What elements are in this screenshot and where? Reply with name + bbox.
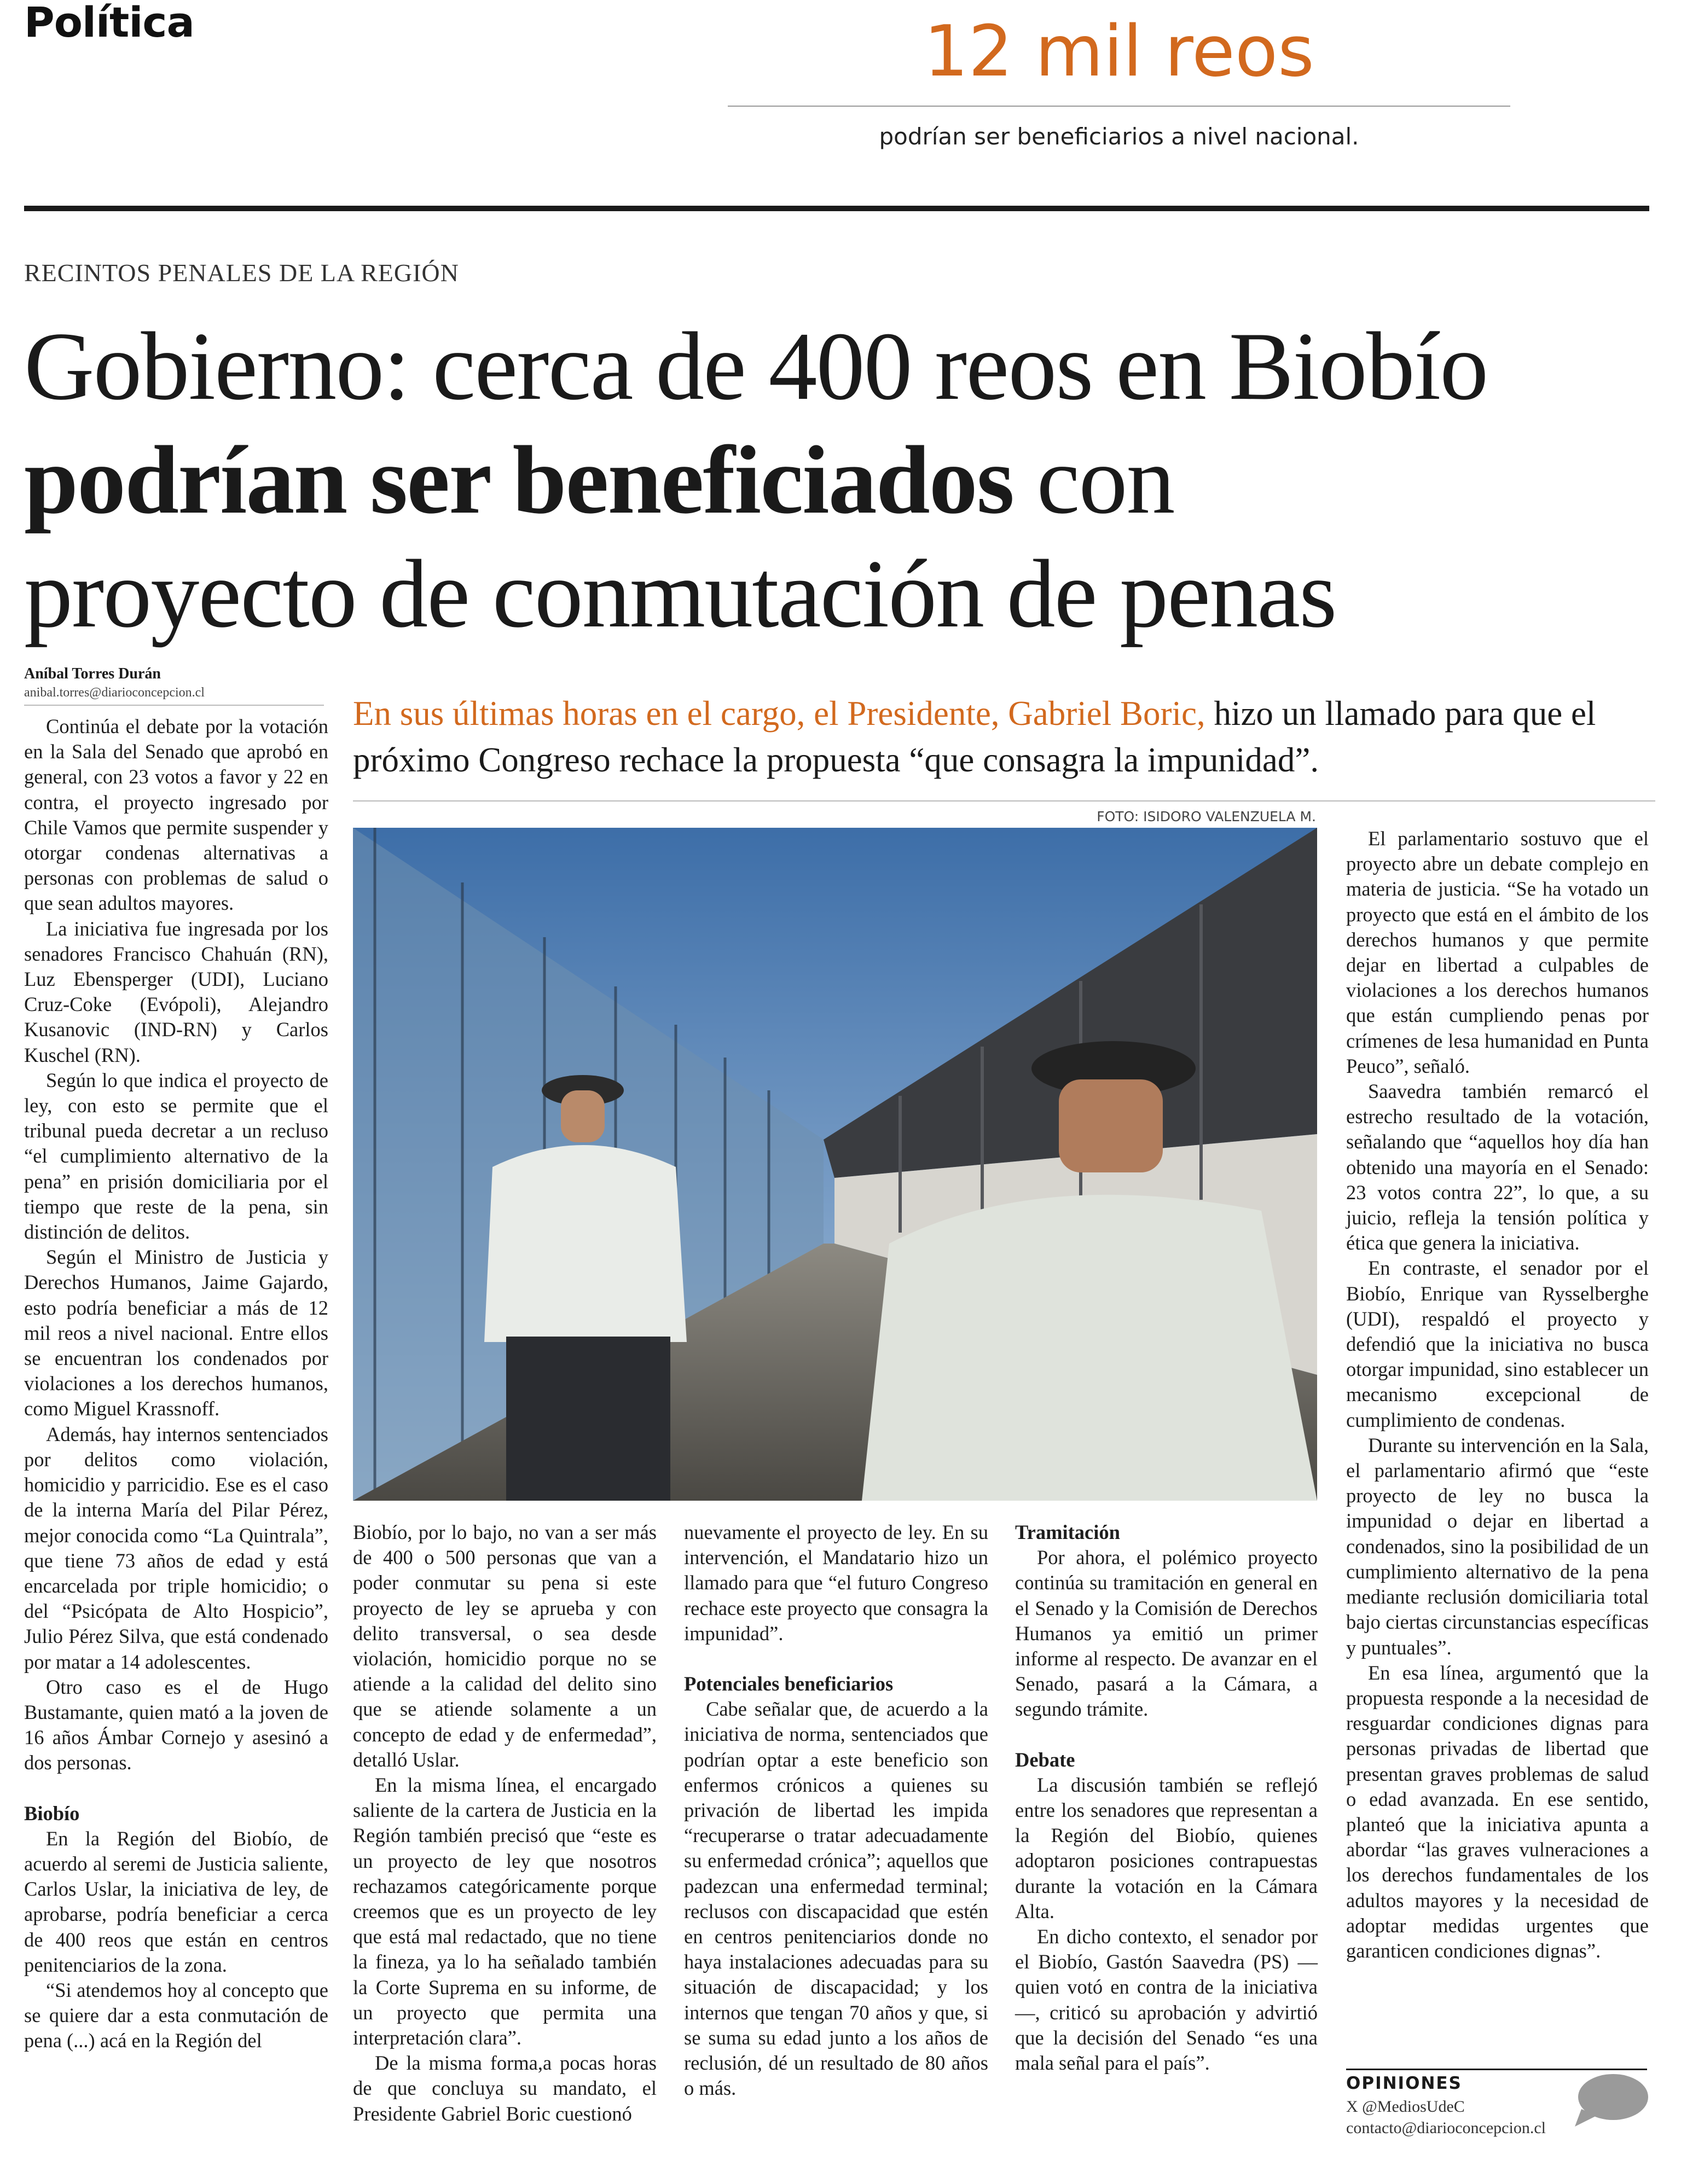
highlight-caption: podrían ser beneficiarios a nivel nacional. [879, 123, 1359, 150]
column-2 [353, 1520, 657, 2127]
subhead-tramitacion: Tramitación [1015, 1521, 1120, 1543]
byline-divider [24, 705, 324, 706]
deck [353, 690, 1655, 783]
col5-paragraph: En esa línea, argumentó que la propuesta responde a la necesidad de resguardar condiciones dignas para personas privadas de libertad que presentan graves problemas de salud o edad avanzada. En ese sentido, planteó que la iniciativa apunta a abordar “las graves vulneraciones a los derechos fundamentales de los adultos mayores y la necesidad de adoptar medidas urgentes que garanticen condiciones dignas”. [1346, 1661, 1649, 1962]
highlight-number: 12 mil reos [924, 11, 1314, 92]
col1-paragraph: Según el Ministro de Justicia y Derechos Humanos, Jaime Gajardo, esto podría beneficiar a más de 12 mil reos a nivel nacional. Entre ellos se encuentran los condenados por violaciones a los derechos humanos, como Miguel Krassnoff. [24, 1246, 328, 1420]
opiniones-contact[interactable]: contacto@diarioconcepcion.cl [1346, 2119, 1546, 2137]
column-5 [1346, 826, 1649, 1964]
speech-bubble-icon [1570, 2071, 1650, 2128]
column-3 [684, 1520, 988, 2101]
col3-paragraph: Cabe señalar que, de acuerdo a la iniciativa de norma, sentenciados que podrían optar a este beneficio son enfermos crónicos a quienes su privación de libertad les impida “recuperarse o tratar adecuadamente su enfermedad crónica”; aquellos que padezcan una enfermedad terminal; reclusos con discapacidad que estén en centros penitenciarios donde no haya instalaciones adecuadas para su situación de discapacidad; y los internos que tengan 70 años y que, si se suma su edad junto a los años de reclusión, dé un resultado de 80 años o más. [684, 1698, 988, 2100]
col4-paragraph: La discusión también se reflejó entre los senadores que representan a la Región del Biobío, quienes adoptaron posiciones contrapuestas durante la votación en la Cámara Alta. [1015, 1773, 1318, 1922]
col2-paragraph: De la misma forma,a pocas horas de que concluya su mandato, el Presidente Gabriel Boric cuestionó [353, 2052, 657, 2125]
byline-email: anibal.torres@diarioconcepcion.cl [24, 686, 205, 700]
col5-paragraph: Saavedra también remarcó el estrecho resultado de la votación, señalando que “aquellos hoy día han obtenido una mayoría en el Senado: 23 votos contra 22”, lo que, a su juicio, refleja la tensión política y ética que genera la iniciativa. [1346, 1080, 1649, 1254]
col2-paragraph: En la misma línea, el encargado saliente de la cartera de Justicia en la Región también precisó que “este es un proyecto de ley que nosotros rechazamos categóricamente porque creemos que es un proyecto de ley que está mal redactado, que no tiene la fineza, ya lo ha señalado también la Corte Suprema en su informe, de un proyecto que permita una interpretación clara”. [353, 1774, 657, 2049]
photo-credit: FOTO: ISIDORO VALENZUELA M. [1097, 809, 1316, 824]
opiniones-title: OPINIONES [1346, 2073, 1462, 2093]
section-label: Política [24, 0, 194, 47]
col1-paragraph: La iniciativa fue ingresada por los senadores Francisco Chahuán (RN), Luz Ebensperger (UDI), Luciano Cruz-Coke (Evópoli), Alejandro Kusanovic (IND-RN) y Carlos Kuschel (RN). [24, 917, 328, 1066]
subhead-potenciales: Potenciales beneficiarios [684, 1672, 894, 1695]
deck-rest: hizo un llamado para que el próximo Congreso rechace la propuesta “que consagra la impunidad”. [353, 694, 1596, 779]
prison-corridor-photo [353, 828, 1317, 1501]
headline-bold: podrían ser beneficiados [24, 426, 1013, 534]
col5-paragraph: El parlamentario sostuvo que el proyecto abre un debate complejo en materia de justicia. “Se ha votado un proyecto que está en el ámbito de los derechos humanos y que permite dejar en libertad a culpables de violaciones a los derechos humanos que están cumpliendo penas por crímenes de lesa humanidad en Punta Peuco”, señaló. [1346, 827, 1649, 1077]
kicker: RECINTOS PENALES DE LA REGIÓN [24, 259, 459, 287]
col1-paragraph: “Si atendemos hoy al concepto que se quiere dar a esta conmutación de pena (...) acá en la Región del [24, 1978, 328, 2052]
col4-paragraph: En dicho contexto, el senador por el Biobío, Gastón Saavedra (PS) —quien votó en contra de la iniciativa—, criticó su aprobación y advirtió que la decisión del Senado “es una mala señal para el país”. [1015, 1925, 1318, 2075]
headline [24, 309, 1655, 650]
deck-highlight: En sus últimas horas en el cargo, el Presidente, Gabriel Boric, [353, 694, 1205, 733]
opiniones-rule [1346, 2069, 1647, 2070]
subhead-debate: Debate [1015, 1748, 1075, 1771]
column-4 [1015, 1520, 1318, 2076]
headline-line-2-rest: con [1013, 426, 1174, 534]
subhead-biobio: Biobío [24, 1802, 80, 1825]
byline-author: Aníbal Torres Durán [24, 665, 161, 682]
col2-paragraph: Biobío, por lo bajo, no van a ser más de 400 o 500 personas que van a poder conmutar su pena si este proyecto de ley se aprueba y con delito transversal, o sea desde violación, homicidio porque no se atiende a la calidad del delito sino que se atiende solamente a un concepto de edad y de enfermedad”, detalló Uslar. [353, 1521, 657, 1771]
header-rule [24, 206, 1649, 211]
col1-paragraph: Además, hay internos sentenciados por delitos como violación, homicidio y parricidio. Ese es el caso de la interna María del Pilar Pérez, mejor conocida como “La Quintrala”, que tiene 73 años de edad y está encarcelada por triple homicidio; o del “Psicópata de Alto Hospicio”, Julio Pérez Silva, que está condenado por matar a 14 adolescentes. [24, 1422, 328, 1673]
opiniones-x-handle[interactable]: X @MediosUdeC [1346, 2098, 1465, 2116]
headline-line-3: proyecto de conmutación de penas [24, 539, 1336, 648]
col1-paragraph: Según lo que indica el proyecto de ley, con esto se permite que el tribunal pueda decretar a un recluso “el cumplimiento alternativo de la pena” en prisión domiciliaria por el tiempo que reste de la pena, sin distinción de delitos. [24, 1068, 328, 1244]
col1-paragraph: Continúa el debate por la votación en la Sala del Senado que aprobó en general, con 23 votos a favor y 22 en contra, el proyecto ingresado por Chile Vamos que permite suspender y otorgar condenas alternativas a personas con problemas de salud o que sean adultos mayores. [24, 715, 328, 915]
headline-line-2 [24, 423, 1655, 537]
col1-paragraph: Otro caso es el de Hugo Bustamante, quien mató a la joven de 16 años Ámbar Cornejo y asesinó a dos personas. [24, 1675, 328, 1774]
col5-paragraph: En contraste, el senador por el Biobío, Enrique van Rysselberghe (UDI), respaldó el proyecto y defendió que la iniciativa no busca otorgar impunidad, sino establecer un mecanismo excepcional de cumplimiento de condenas. [1346, 1257, 1649, 1431]
highlight-divider [728, 106, 1510, 107]
article-photo [353, 828, 1317, 1501]
col4-paragraph: Por ahora, el polémico proyecto continúa su tramitación en general en el Senado y la Comisión de Derechos Humanos ya emitió un primer informe al respecto. De avanzar en el Senado, pasará a la Cámara, a segundo trámite. [1015, 1546, 1318, 1721]
headline-line-1: Gobierno: cerca de 400 reos en Biobío [24, 312, 1488, 420]
col5-paragraph: Durante su intervención en la Sala, el parlamentario afirmó que “este proyecto de ley no busca la impunidad o dejar en libertad a condenados, sino la posibilidad de un cumplimiento alternativo de la pena mediante reclusión domiciliaria total bajo ciertas circunstancias específicas y puntuales”. [1346, 1433, 1649, 1659]
deck-divider [353, 800, 1655, 801]
col1-paragraph: En la Región del Biobío, de acuerdo al seremi de Justicia saliente, Carlos Uslar, la iniciativa de ley, de aprobarse, podría beneficiar a cerca de 400 reos que están en centros penitenciarios de la zona. [24, 1827, 328, 1976]
col3-paragraph: nuevamente el proyecto de ley. En su intervención, el Mandatario hizo un llamado para que “el futuro Congreso rechace este proyecto que consagra la impunidad”. [684, 1521, 988, 1645]
column-1 [24, 714, 328, 2054]
